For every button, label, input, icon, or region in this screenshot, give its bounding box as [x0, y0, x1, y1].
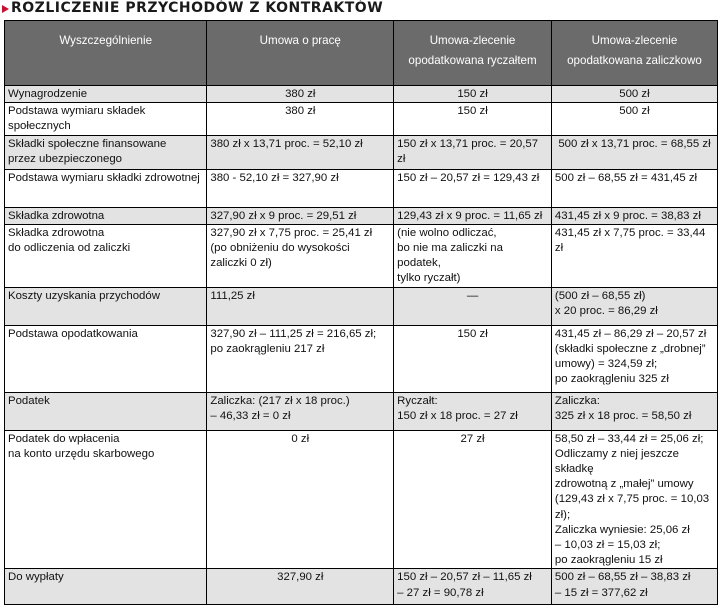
cell-advance: 500 zł – 68,55 zł = 431,45 zł — [551, 169, 717, 207]
cell-employment: 327,90 zł x 9 proc. = 29,51 zł — [207, 207, 394, 224]
cell-employment: 327,90 zł x 7,75 proc. = 25,41 zł (po obniżeniu do wysokości zaliczki 0 zł) — [207, 224, 394, 287]
row-label: Składka zdrowotna — [5, 207, 207, 224]
table-row — [5, 569, 718, 605]
table-row — [5, 325, 718, 392]
cell-advance: 500 zł — [551, 103, 717, 135]
cell-employment: 380 zł — [207, 86, 394, 103]
settlement-table — [4, 20, 718, 605]
table-row — [5, 86, 718, 103]
cell-flat-rate: 150 zł — [394, 325, 552, 392]
cell-employment: 0 zł — [207, 430, 394, 569]
table-row — [5, 392, 718, 430]
cell-advance: 500 zł – 68,55 zł – 38,83 zł – 15 zł = 377,62 zł — [551, 569, 717, 605]
header-description: Wyszczególnienie — [5, 21, 207, 86]
cell-flat-rate: 150 zł — [394, 103, 552, 135]
header-advance-contract: Umowa-zlecenie opodatkowana zaliczkowo — [551, 21, 717, 86]
header-flat-rate-contract: Umowa-zlecenie opodatkowana ryczałtem — [394, 21, 552, 86]
table-row — [5, 224, 718, 287]
cell-employment: 327,90 zł – 111,25 zł = 216,65 zł; po zaokrągleniu 217 zł — [207, 325, 394, 392]
cell-advance: 500 zł — [551, 86, 717, 103]
cell-employment: 111,25 zł — [207, 287, 394, 325]
cell-employment: 380 zł x 13,71 proc. = 52,10 zł — [207, 135, 394, 169]
cell-advance: 500 zł x 13,71 proc. = 68,55 zł — [551, 135, 717, 169]
cell-employment: Zaliczka: (217 zł x 18 proc.) – 46,33 zł = 0 zł — [207, 392, 394, 430]
table-row — [5, 135, 718, 169]
cell-flat-rate: 150 zł – 20,57 zł = 129,43 zł — [394, 169, 552, 207]
page-title: ROZLICZENIE PRZYCHODÓW Z KONTRAKTÓW — [11, 0, 384, 16]
row-label: Składki społeczne finansowane przez ubezpieczonego — [5, 135, 207, 169]
table-row — [5, 287, 718, 325]
cell-flat-rate: — — [394, 287, 552, 325]
cell-flat-rate: 150 zł — [394, 86, 552, 103]
row-label: Podstawa wymiaru składki zdrowotnej — [5, 169, 207, 207]
table-row — [5, 169, 718, 207]
cell-flat-rate: Ryczałt: 150 zł x 18 proc. = 27 zł — [394, 392, 552, 430]
cell-flat-rate: 27 zł — [394, 430, 552, 569]
row-label: Podstawa wymiaru składek społecznych — [5, 103, 207, 135]
header-employment-contract: Umowa o pracę — [207, 21, 394, 86]
cell-employment: 380 zł — [207, 103, 394, 135]
header-row — [5, 21, 718, 86]
row-label: Koszty uzyskania przychodów — [5, 287, 207, 325]
cell-advance: 431,45 zł x 7,75 proc. = 33,44 zł — [551, 224, 717, 287]
row-label: Podatek do wpłacenia na konto urzędu skarbowego — [5, 430, 207, 569]
arrow-bullet-icon — [2, 5, 9, 13]
row-label: Do wypłaty — [5, 569, 207, 605]
row-label: Podstawa opodatkowania — [5, 325, 207, 392]
cell-advance: 431,45 zł – 86,29 zł – 20,57 zł (składki społeczne z „drobnej” umowy) = 324,59 zł; po zaokrągleniu 325 zł — [551, 325, 717, 392]
cell-flat-rate: 129,43 zł x 9 proc. = 11,65 zł — [394, 207, 552, 224]
table-row — [5, 207, 718, 224]
cell-employment: 380 - 52,10 zł = 327,90 zł — [207, 169, 394, 207]
cell-flat-rate: 150 zł x 13,71 proc. = 20,57 zł — [394, 135, 552, 169]
cell-flat-rate: (nie wolno odliczać, bo nie ma zaliczki na podatek, tylko ryczałt) — [394, 224, 552, 287]
cell-advance: 58,50 zł – 33,44 zł = 25,06 zł; Odliczamy z niej jeszcze składkę zdrowotną z „małej” umowy (129,43 zł x 7,75 proc. = 10,03 zł); Zaliczka wyniesie: 25,06 zł – 10,03 zł = 15,03 zł; po zaokrągleniu 15 zł — [551, 430, 717, 569]
title-bar — [0, 0, 720, 18]
cell-advance: Zaliczka: 325 zł x 18 proc. = 58,50 zł — [551, 392, 717, 430]
cell-advance: 431,45 zł x 9 proc. = 38,83 zł — [551, 207, 717, 224]
row-label: Podatek — [5, 392, 207, 430]
row-label: Składka zdrowotna do odliczenia od zaliczki — [5, 224, 207, 287]
table-row — [5, 103, 718, 135]
cell-advance: (500 zł – 68,55 zł) x 20 proc. = 86,29 zł — [551, 287, 717, 325]
cell-employment: 327,90 zł — [207, 569, 394, 605]
table-row — [5, 430, 718, 569]
cell-flat-rate: 150 zł – 20,57 zł – 11,65 zł – 27 zł = 90,78 zł — [394, 569, 552, 605]
row-label: Wynagrodzenie — [5, 86, 207, 103]
